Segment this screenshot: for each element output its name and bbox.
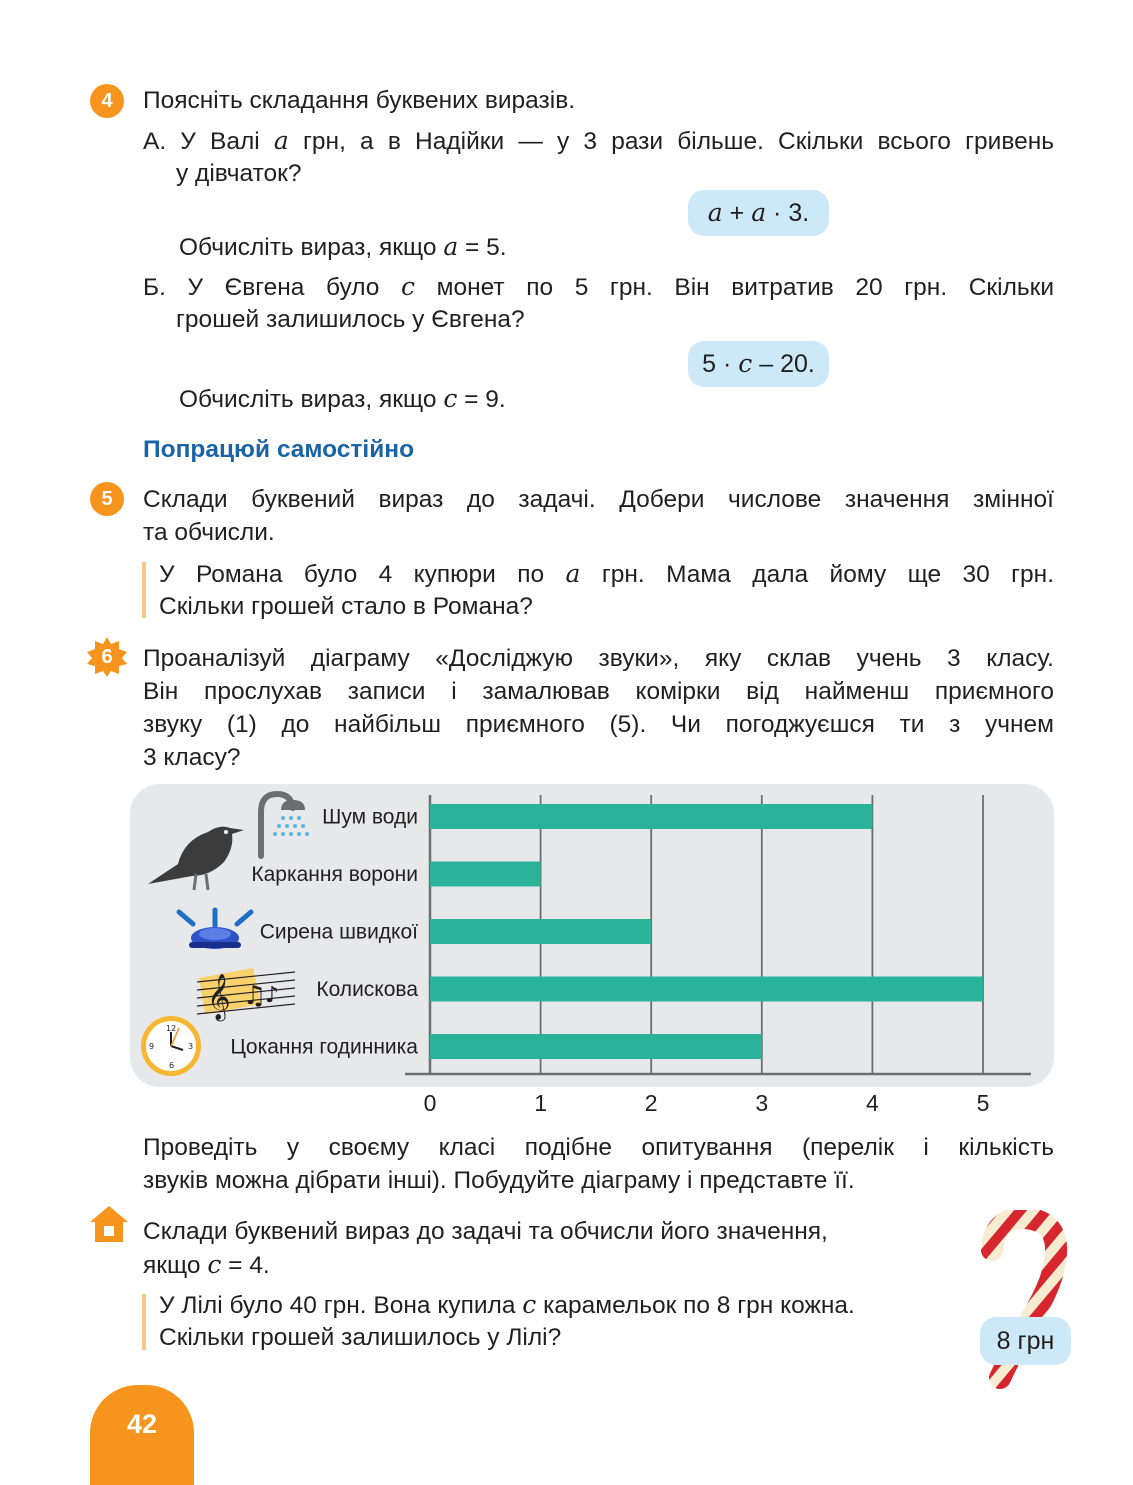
bar-2 (430, 862, 541, 887)
category-label-3: Сирена швидкої (259, 920, 418, 944)
task-5-question-line2: Скільки грошей стало в Романа? (159, 593, 533, 620)
task-5-question-line1: У Романа було 4 купюри по a грн. Мама дала йому ще 30 грн. (159, 559, 1055, 588)
clock-icon (141, 1016, 201, 1076)
expression-pill-a: a + a · 3. (688, 190, 829, 236)
category-label-4: Колискова (316, 978, 418, 1001)
task-4b-line1: Б. У Євгена було c монет по 5 грн. Він витратив 20 грн. Скільки (143, 272, 1055, 301)
homework-question-line2: Скільки грошей залишилось у Лілі? (159, 1324, 562, 1351)
sounds-chart (120, 780, 1060, 1120)
task-6-line4: 3 класу? (143, 744, 241, 771)
homework-quote-bar (142, 1294, 146, 1350)
homework-question-line1: У Лілі було 40 грн. Вона купила c карамельок по 8 грн кожна. (159, 1290, 855, 1319)
task-4b-calc: Обчисліть вираз, якщо c = 9. (179, 384, 506, 413)
bar-4 (430, 977, 983, 1002)
svg-text:♪: ♪ (265, 983, 280, 1008)
task-5-line2: та обчисли. (143, 519, 275, 546)
category-label-2: Каркання ворони (251, 863, 418, 886)
svg-text:♫: ♫ (243, 981, 267, 1011)
task-4a-line2: у дівчаток? (176, 160, 302, 187)
x-tick-label-2: 2 (644, 1090, 658, 1116)
task-4b-line2: грошей залишилось у Євгена? (176, 306, 525, 333)
x-tick-label-3: 3 (755, 1090, 769, 1116)
task-6-number: 6 (101, 646, 113, 668)
svg-text:3: 3 (188, 1042, 194, 1051)
price-tag: 8 грн (980, 1317, 1071, 1365)
svg-text:9: 9 (149, 1042, 155, 1051)
section-title: Попрацюй самостійно (143, 436, 415, 463)
bar-1 (430, 804, 872, 829)
page-number-tab (90, 1385, 194, 1485)
task-5-badge: 5 (90, 482, 124, 516)
task-4a-calc: Обчисліть вираз, якщо a = 5. (179, 232, 507, 261)
expression-pill-b: 5 · c – 20. (688, 341, 829, 387)
task-4-badge: 4 (90, 84, 124, 118)
category-label-1: Шум води (322, 805, 418, 829)
page-number: 42 (126, 1409, 158, 1439)
x-tick-label-4: 4 (866, 1090, 879, 1116)
house-icon (88, 1204, 130, 1244)
task-6-line2: Він прослухав записи і замалював комірки від найменш приємного (143, 678, 1054, 705)
task-6-line3: звуку (1) до найбільш приємного (5). Чи погоджуєшся ти з учнем (143, 711, 1054, 738)
x-tick-label-1: 1 (534, 1090, 547, 1116)
homework-line2: якщо c = 4. (143, 1250, 270, 1279)
task-6-after-line1: Проведіть у своєму класі подібне опитування (перелік і кількість (143, 1134, 1054, 1161)
task-5-line1: Склади буквений вираз до задачі. Добери числове значення змінної (143, 486, 1054, 513)
bar-5 (430, 1034, 762, 1059)
svg-text:12: 12 (166, 1024, 177, 1033)
task-4a-line1: А. У Валі a грн, а в Надійки — у 3 рази більше. Скільки всього гривень (143, 126, 1054, 155)
task-5-quote-bar (142, 562, 146, 618)
category-label-5: Цокання годинника (230, 1035, 418, 1059)
task-6-after-line2: звуків можна дібрати інші). Побудуйте діаграму і представте її. (143, 1167, 855, 1194)
bar-3 (430, 919, 651, 944)
task-6-line1: Проаналізуй діаграму «Досліджую звуки», яку склав учень 3 класу. (143, 645, 1054, 672)
task-4-title: Поясніть складання буквених виразів. (143, 87, 576, 114)
svg-text:6: 6 (169, 1061, 175, 1070)
task-6-star-badge (86, 636, 128, 678)
homework-line1: Склади буквений вираз до задачі та обчисли його значення, (143, 1218, 828, 1245)
svg-text:𝄞: 𝄞 (207, 974, 231, 1020)
x-tick-label-5: 5 (976, 1090, 990, 1116)
x-tick-label-0: 0 (423, 1090, 437, 1116)
